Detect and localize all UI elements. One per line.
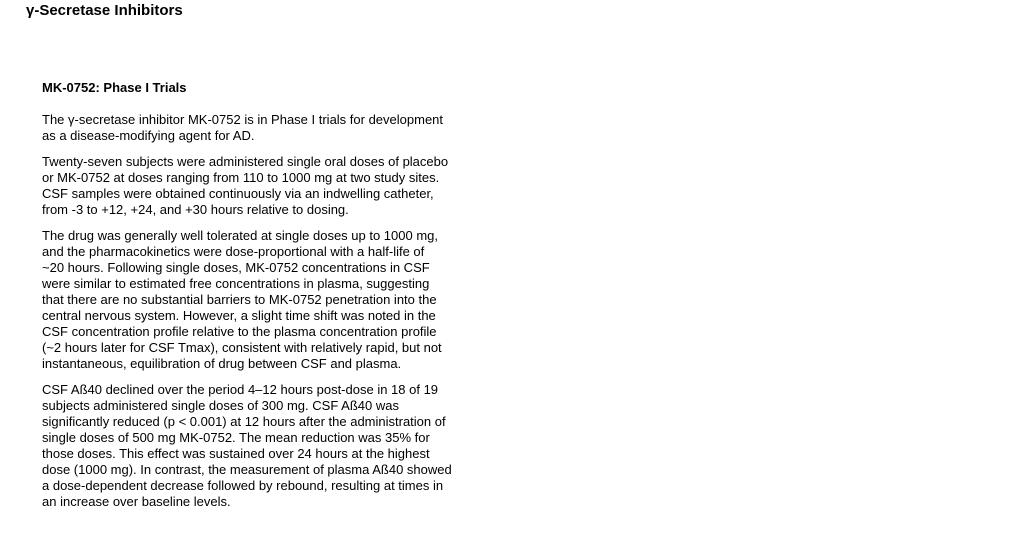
text-line: CSF Aß40 declined over the period 4–12 hours post-dose in 18 of 19 <box>42 382 439 397</box>
paragraph-pharmacokinetics <box>42 228 492 372</box>
text-line: dose (1000 mg). In contrast, the measurement of plasma Aß40 showed <box>42 462 452 477</box>
page-title: γ-Secretase Inhibitors <box>26 2 183 19</box>
text-line: (~2 hours later for CSF Tmax), consistent with relatively rapid, but not <box>42 340 442 355</box>
text-line: Twenty-seven subjects were administered single oral doses of placebo <box>42 154 449 169</box>
text-line: significantly reduced (p < 0.001) at 12 hours after the administration of <box>42 414 446 429</box>
content-section <box>42 79 492 520</box>
text-line: The drug was generally well tolerated at single doses up to 1000 mg, <box>42 228 439 243</box>
text-line: from -3 to +12, +24, and +30 hours relative to dosing. <box>42 202 349 217</box>
text-line: an increase over baseline levels. <box>42 494 231 509</box>
text-line: central nervous system. However, a slight time shift was noted in the <box>42 308 436 323</box>
paragraph-study-design <box>42 154 492 218</box>
text-line: those doses. This effect was sustained over 24 hours at the highest <box>42 446 430 461</box>
paragraph-csf-abeta40 <box>42 382 492 510</box>
text-line: subjects administered single doses of 300 mg. CSF Aß40 was <box>42 398 399 413</box>
text-line: that there are no substantial barriers to MK-0752 penetration into the <box>42 292 437 307</box>
section-heading: MK-0752: Phase I Trials <box>42 80 187 95</box>
text-line: were similar to estimated free concentrations in plasma, suggesting <box>42 276 430 291</box>
text-line: CSF samples were obtained continuously via an indwelling catheter, <box>42 186 434 201</box>
text-line: and the pharmacokinetics were dose-proportional with a half-life of <box>42 244 425 259</box>
text-line: CSF concentration profile relative to the plasma concentration profile <box>42 324 437 339</box>
text-line: single doses of 500 mg MK-0752. The mean reduction was 35% for <box>42 430 430 445</box>
text-line: a dose-dependent decrease followed by rebound, resulting at times in <box>42 478 444 493</box>
paragraph-intro <box>42 112 492 144</box>
text-line: instantaneous, equilibration of drug between CSF and plasma. <box>42 356 402 371</box>
text-line: or MK-0752 at doses ranging from 110 to 1000 mg at two study sites. <box>42 170 440 185</box>
text-line: ~20 hours. Following single doses, MK-0752 concentrations in CSF <box>42 260 430 275</box>
text-line: The γ-secretase inhibitor MK-0752 is in Phase I trials for development <box>42 112 444 127</box>
text-line: as a disease-modifying agent for AD. <box>42 128 255 143</box>
